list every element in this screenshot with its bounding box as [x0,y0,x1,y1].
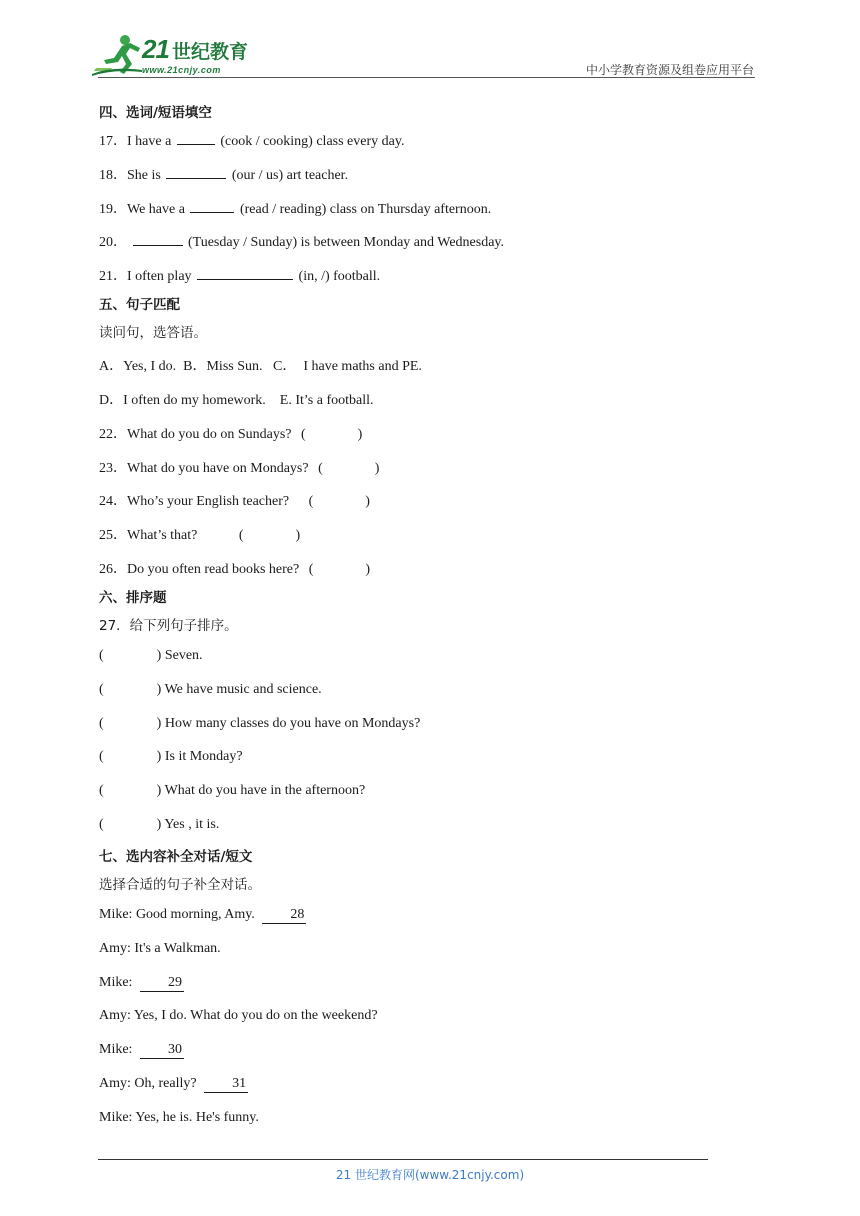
question-23 [99,457,379,477]
q23-text: 23．What do you have on Mondays? [99,461,309,476]
order-item-2 [99,682,322,698]
q26-answer-paren[interactable]: ( ) [308,562,371,577]
dialogue-line-6 [99,1076,248,1093]
q22-text: 22．What do you do on Sundays? [99,427,292,442]
header-slogan: 中小学教育资源及组卷应用平台 [585,63,754,77]
logo-number: 21 [142,34,169,64]
q24-text: 24．Who’s your English teacher? [99,494,290,509]
logo-url: www.21cnjy.com [142,65,221,75]
q22-answer-paren[interactable]: ( ) [300,427,363,442]
q19-prefix: 19．We have a [99,202,185,217]
q26-text: 26．Do you often read books here? [99,562,300,577]
question-24 [99,490,370,510]
blank-31[interactable]: 31 [204,1076,248,1093]
q25-answer-paren[interactable]: ( ) [238,528,301,543]
section-5-instruction: 读问句，选答语。 [99,325,207,341]
options-line-1: A．Yes, I do. B．Miss Sun. C． I have maths and PE. [99,359,422,374]
order-item-5 [99,783,365,799]
order-item-1 [99,648,203,664]
dialogue-text: Mike: [99,975,133,990]
page-header [0,0,860,80]
q21-answer-blank[interactable] [197,265,293,280]
blank-30[interactable]: 30 [140,1042,184,1059]
dialogue-text: Mike: [99,1042,133,1057]
order-4-answer-paren[interactable]: ( ) [99,749,162,764]
q18-prefix: 18．She is [99,168,161,183]
question-20 [99,231,504,251]
footer-link[interactable]: 21 世纪教育网(www.21cnjy.com) [335,1168,525,1182]
runner-icon [92,34,144,76]
order-item-3 [99,716,420,732]
options-line-2: D．I often do my homework. E. It’s a football. [99,393,374,408]
q20-suffix: (Tuesday / Sunday) is between Monday and Wednesday. [188,235,505,250]
q18-suffix: (our / us) art teacher. [231,168,349,183]
section-6-heading: 六、排序题 [99,590,167,606]
dialogue-line-7: Mike: Yes, he is. He's funny. [99,1110,259,1125]
section-7-instruction: 选择合适的句子补全对话。 [99,877,261,893]
question-26 [99,558,370,578]
q18-answer-blank[interactable] [166,164,226,179]
q19-answer-blank[interactable] [190,198,234,213]
q25-text: 25．What’s that? [99,528,198,543]
question-19 [99,198,491,218]
question-25 [99,524,300,544]
q27-text: 27．给下列句子排序。 [99,618,238,634]
order-item-text: Yes , it is. [164,817,220,832]
question-27 [99,614,238,635]
question-22 [99,423,362,443]
q17-prefix: 17．I have a [99,134,172,149]
dialogue-line-2: Amy: It's a Walkman. [99,941,221,956]
order-item-text: Is it Monday? [164,749,243,764]
blank-29[interactable]: 29 [140,975,184,992]
q19-suffix: (read / reading) class on Thursday afternoon. [239,202,492,217]
order-item-text: Seven. [164,648,203,663]
question-21 [99,265,380,285]
dialogue-line-1 [99,907,306,924]
dialogue-line-4: Amy: Yes, I do. What do you do on the weekend? [99,1008,378,1023]
order-6-answer-paren[interactable]: ( ) [99,817,162,832]
site-logo[interactable] [92,34,272,78]
order-item-6 [99,817,219,833]
order-item-text: We have music and science. [164,682,322,697]
q23-answer-paren[interactable]: ( ) [318,461,380,476]
q17-suffix: (cook / cooking) class every day. [220,134,405,149]
order-item-text: How many classes do you have on Mondays? [164,716,421,731]
order-2-answer-paren[interactable]: ( ) [99,682,162,697]
footer-divider [98,1159,708,1160]
order-item-text: What do you have in the afternoon? [164,783,366,798]
logo-title: 世纪教育 [172,41,249,63]
section-4-heading: 四、选词/短语填空 [99,105,212,121]
order-item-4 [99,749,243,765]
order-5-answer-paren[interactable]: ( ) [99,783,162,798]
dialogue-text: Amy: Oh, really? [99,1076,197,1091]
q24-answer-paren[interactable]: ( ) [308,494,370,509]
section-5-heading: 五、句子匹配 [99,297,180,313]
q20-answer-blank[interactable] [133,231,183,246]
dialogue-line-3 [99,975,184,992]
section-7-heading: 七、选内容补全对话/短文 [99,849,253,865]
question-18 [99,164,348,184]
blank-28[interactable]: 28 [262,907,306,924]
q17-answer-blank[interactable] [177,130,215,145]
order-1-answer-paren[interactable]: ( ) [99,648,162,663]
header-divider [98,77,755,78]
q21-suffix: (in, /) football. [298,269,381,284]
q20-prefix: 20． [99,235,127,250]
order-3-answer-paren[interactable]: ( ) [99,716,162,731]
dialogue-line-5 [99,1042,184,1059]
question-17 [99,130,404,150]
q21-prefix: 21．I often play [99,269,192,284]
dialogue-text: Mike: Good morning, Amy. [99,907,255,922]
